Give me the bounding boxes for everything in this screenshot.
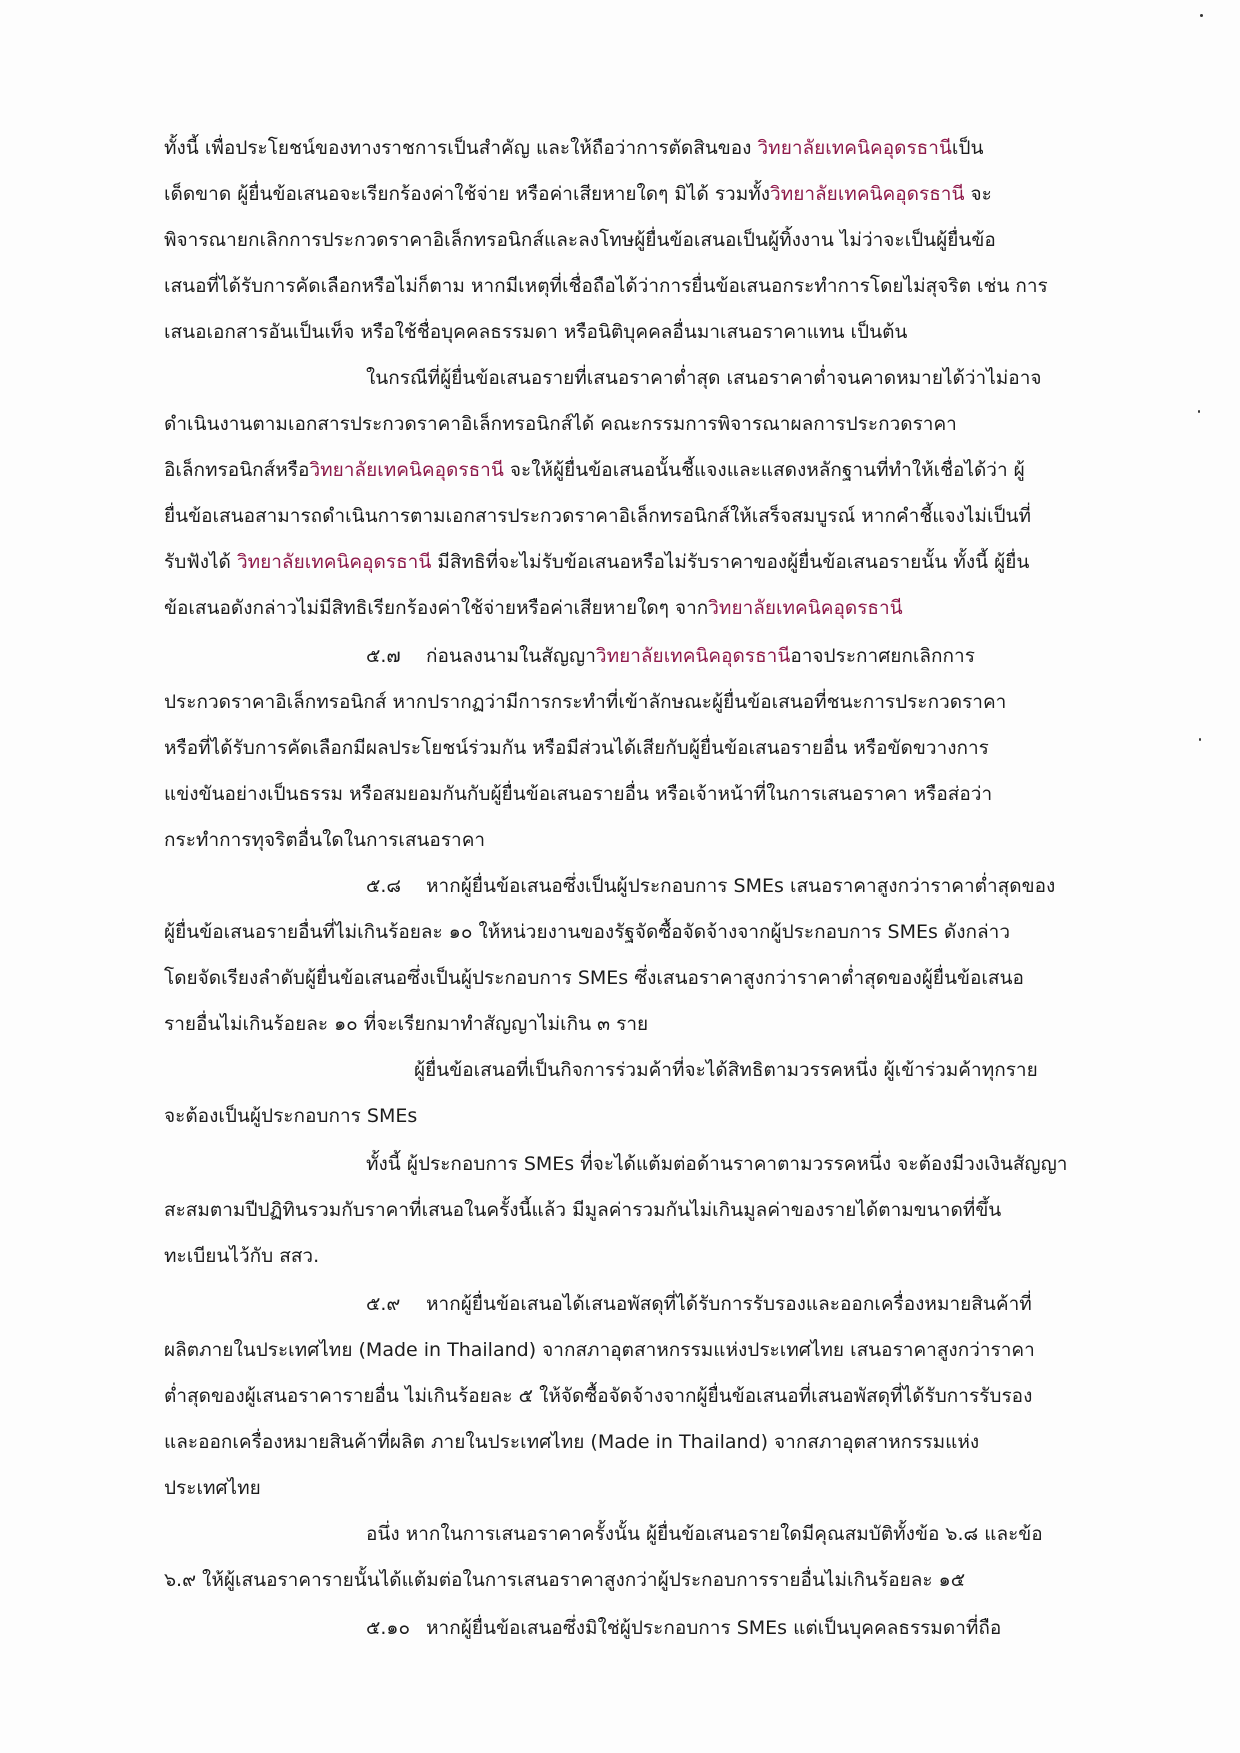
text-segment: เสนอเอกสารอันเป็นเท็จ หรือใช้ชื่อบุคคลธรรมดา หรือนิติบุคคลอื่นมาเสนอราคาแทน เป็นต้น [164,321,908,343]
paragraph-line [164,594,903,622]
paragraph-line [164,180,992,208]
college-name-highlight: วิทยาลัยเทคนิคอุดรธานี [770,183,965,205]
paragraph-line [164,688,1006,716]
text-segment: ทั้งนี้ ผู้ประกอบการ SMEs ที่จะได้แต้มต่อด้านราคาตามวรรคหนึ่ง จะต้องมีวงเงินสัญญา [366,1153,1068,1175]
text-segment: รับฟังได้ [164,551,237,573]
text-segment: หากผู้ยื่นข้อเสนอได้เสนอพัสดุที่ได้รับการรับรองและออกเครื่องหมายสินค้าที่ [426,1293,1032,1315]
paragraph-line [164,1474,261,1502]
clause-number: ๕.๘ [366,875,402,897]
scan-speck [1198,410,1200,413]
paragraph-line [164,456,1025,484]
text-segment: สะสมตามปีปฏิทินรวมกับราคาที่เสนอในครั้งนี้แล้ว มีมูลค่ารวมกันไม่เกินมูลค่าของรายได้ตามขนาดที่ขึ้น [164,1199,1002,1221]
text-segment: รายอื่นไม่เกินร้อยละ ๑๐ ที่จะเรียกมาทำสัญญาไม่เกิน ๓ ราย [164,1013,649,1035]
paragraph-line [164,964,1024,992]
text-segment: พิจารณายกเลิกการประกวดราคาอิเล็กทรอนิกส์และลงโทษผู้ยื่นข้อเสนอเป็นผู้ทิ้งงาน ไม่ว่าจะเป็นผู้ยื่นข้อ [164,229,996,251]
text-segment: เป็น [951,137,984,159]
paragraph-line [164,780,992,808]
text-segment: ผู้ยื่นข้อเสนอรายอื่นที่ไม่เกินร้อยละ ๑๐ ให้หน่วยงานของรัฐจัดซื้อจัดจ้างจากผู้ประกอบการ SMEs ดังกล่าว [164,921,1011,943]
text-segment: ยื่นข้อเสนอสามารถดำเนินการตามเอกสารประกวดราคาอิเล็กทรอนิกส์ให้เสร็จสมบูรณ์ หากคำชี้แจงไม่เป็นที่ [164,505,1032,527]
college-name-highlight: วิทยาลัยเทคนิคอุดรธานี [309,459,504,481]
paragraph-line [164,548,1029,576]
paragraph-line [164,502,1031,530]
text-segment: ผลิตภายในประเทศไทย (Made in Thailand) จากสภาอุตสาหกรรมแห่งประเทศไทย เสนอราคาสูงกว่าราคา [164,1339,1035,1361]
text-segment: จะต้องเป็นผู้ประกอบการ SMEs [164,1105,418,1127]
paragraph-line [164,1242,319,1270]
numbered-clause-line [366,1614,1001,1642]
paragraph-line [414,1056,1038,1084]
scan-speck [1200,14,1203,17]
paragraph-line [164,1382,1032,1410]
text-segment: ทั้งนี้ เพื่อประโยชน์ของทางราชการเป็นสำคัญ และให้ถือว่าการตัดสินของ [164,137,758,159]
text-segment: เสนอที่ได้รับการคัดเลือกหรือไม่ก็ตาม หากมีเหตุที่เชื่อถือได้ว่าการยื่นข้อเสนอกระทำการโดยไม่สุจริต เช่น การ [164,275,1048,297]
text-segment: ทะเบียนไว้กับ สสว. [164,1245,320,1267]
paragraph-line [366,1150,1067,1178]
paragraph-line [164,1102,417,1130]
text-segment: จะ [964,183,992,205]
text-segment: ดำเนินงานตามเอกสารประกวดราคาอิเล็กทรอนิกส์ได้ คณะกรรมการพิจารณาผลการประกวดราคา [164,413,957,435]
paragraph-line [164,734,989,762]
paragraph-line [366,1520,1043,1548]
paragraph-line [164,1336,1035,1364]
scan-speck [1199,738,1201,741]
text-segment: ข้อเสนอดังกล่าวไม่มีสิทธิเรียกร้องค่าใช้จ่ายหรือค่าเสียหายใดๆ จาก [164,597,709,619]
paragraph-line [164,226,996,254]
paragraph-line [164,134,983,162]
text-segment: จะให้ผู้ยื่นข้อเสนอนั้นชี้แจงและแสดงหลักฐานที่ทำให้เชื่อได้ว่า ผู้ [503,459,1025,481]
text-segment: มีสิทธิที่จะไม่รับข้อเสนอหรือไม่รับราคาของผู้ยื่นข้อเสนอรายนั้น ทั้งนี้ ผู้ยื่น [431,551,1030,573]
college-name-highlight: วิทยาลัยเทคนิคอุดรธานี [236,551,432,573]
text-segment: กระทำการทุจริตอื่นใดในการเสนอราคา [164,829,486,851]
paragraph-line [164,1196,1001,1224]
paragraph-line [164,918,1010,946]
text-segment: ประเทศไทย [164,1477,261,1499]
numbered-clause-line [366,642,975,670]
text-segment: แข่งขันอย่างเป็นธรรม หรือสมยอมกันกับผู้ยื่นข้อเสนอรายอื่น หรือเจ้าหน้าที่ในการเสนอราคา หรือส่อว่า [164,783,993,805]
text-segment: เด็ดขาด ผู้ยื่นข้อเสนอจะเรียกร้องค่าใช้จ่าย หรือค่าเสียหายใดๆ มิได้ รวมทั้ง [164,183,771,205]
numbered-clause-line [366,1290,1032,1318]
clause-number: ๕.๗ [366,645,401,667]
clause-number: ๕.๙ [366,1293,401,1315]
college-name-highlight: วิทยาลัยเทคนิคอุดรธานี [708,597,903,619]
paragraph-line [164,410,957,438]
text-segment: โดยจัดเรียงลำดับผู้ยื่นข้อเสนอซึ่งเป็นผู้ประกอบการ SMEs ซึ่งเสนอราคาสูงกว่าราคาต่ำสุดของผู้ยื่นข้อเสนอ [164,967,1024,989]
text-segment: ก่อนลงนามในสัญญา [426,645,596,667]
paragraph-line [164,1010,648,1038]
paragraph-line [366,364,1042,392]
text-segment: และออกเครื่องหมายสินค้าที่ผลิต ภายในประเทศไทย (Made in Thailand) จากสภาอุตสาหกรรมแห่ง [164,1431,980,1453]
text-segment: หรือที่ได้รับการคัดเลือกมีผลประโยชน์ร่วมกัน หรือมีส่วนได้เสียกับผู้ยื่นข้อเสนอรายอื่น หรือขัดขวางการ [164,737,989,759]
numbered-clause-line [366,872,1055,900]
text-segment: ๖.๙ ให้ผู้เสนอราคารายนั้นได้แต้มต่อในการเสนอราคาสูงกว่าผู้ประกอบการรายอื่นไม่เกินร้อยละ ๑๕ [164,1569,966,1591]
text-segment: หากผู้ยื่นข้อเสนอซึ่งมิใช่ผู้ประกอบการ SMEs แต่เป็นบุคคลธรรมดาที่ถือ [426,1617,1002,1639]
paragraph-line [164,318,907,346]
paragraph-line [164,1428,979,1456]
text-segment: ในกรณีที่ผู้ยื่นข้อเสนอรายที่เสนอราคาต่ำสุด เสนอราคาต่ำจนคาดหมายได้ว่าไม่อาจ [366,367,1042,389]
college-name-highlight: วิทยาลัยเทคนิคอุดรธานี [595,645,791,667]
text-segment: อนึ่ง หากในการเสนอราคาครั้งนั้น ผู้ยื่นข้อเสนอรายใดมีคุณสมบัติทั้งข้อ ๖.๘ และข้อ [366,1523,1043,1545]
college-name-highlight: วิทยาลัยเทคนิคอุดรธานี [757,137,952,159]
paragraph-line [164,826,485,854]
paragraph-line [164,1566,965,1594]
text-segment: ต่ำสุดของผู้เสนอราคารายอื่น ไม่เกินร้อยละ ๕ ให้จัดซื้อจัดจ้างจากผู้ยื่นข้อเสนอที่เสนอพัสดุที่ได้รับการรับรอง [164,1385,1033,1407]
text-segment: ผู้ยื่นข้อเสนอที่เป็นกิจการร่วมค้าที่จะได้สิทธิตามวรรคหนึ่ง ผู้เข้าร่วมค้าทุกราย [414,1059,1038,1081]
clause-number: ๕.๑๐ [366,1617,411,1639]
text-segment: อิเล็กทรอนิกส์หรือ [164,459,310,481]
text-segment: ประกวดราคาอิเล็กทรอนิกส์ หากปรากฏว่ามีการกระทำที่เข้าลักษณะผู้ยื่นข้อเสนอที่ชนะการประกวดราคา [164,691,1007,713]
text-segment: อาจประกาศยกเลิกการ [790,645,975,667]
paragraph-line [164,272,1048,300]
text-segment: หากผู้ยื่นข้อเสนอซึ่งเป็นผู้ประกอบการ SMEs เสนอราคาสูงกว่าราคาต่ำสุดของ [426,875,1056,897]
